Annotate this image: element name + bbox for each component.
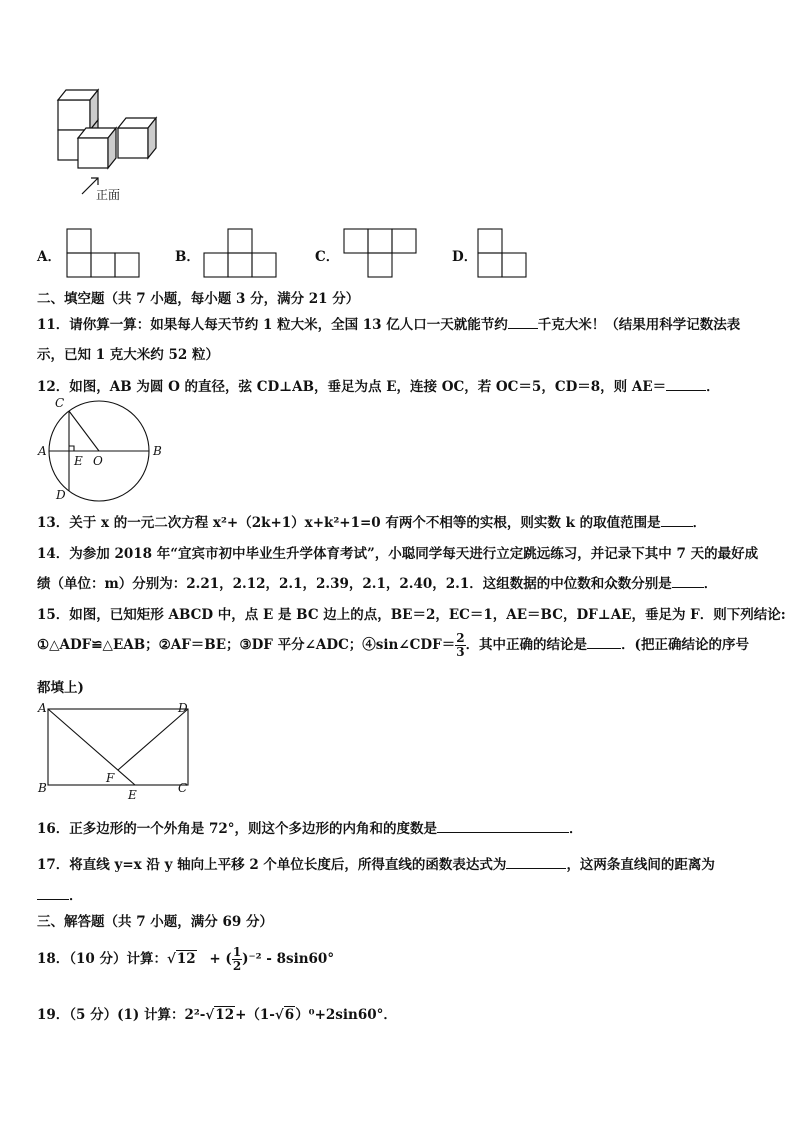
q15-answer-blank[interactable] xyxy=(587,636,621,649)
q15-label-d: D xyxy=(178,701,188,715)
q15-label-a: A xyxy=(38,701,47,715)
q15-note: ．(把正确结论的序号 xyxy=(621,637,749,653)
option-d-letter: D． xyxy=(452,249,478,265)
q14-question: 绩（单位：m）分别为：2.21，2.12，2.1，2.39，2.1，2.40，2.1．这组数据的中位数和众数分别是 xyxy=(37,576,672,592)
option-d-figure xyxy=(477,228,529,278)
q16-end: ． xyxy=(569,821,583,837)
q13-text xyxy=(37,511,706,531)
q17-question-b: ，这两条直线间的距离为 xyxy=(566,857,715,873)
q18-fraction: $\frac{1}{2}$ xyxy=(232,945,242,973)
q15-line-3: 都填上) xyxy=(37,680,84,696)
q15-label-e: E xyxy=(128,788,137,802)
q19-sqrt-arg-1: 12 xyxy=(215,1007,235,1023)
option-c-figure xyxy=(343,228,418,278)
q12-circle-figure xyxy=(36,395,166,505)
option-a-letter: A． xyxy=(37,249,61,265)
q18-sqrt-arg: 12 xyxy=(176,951,196,967)
q19-mid: +（1- xyxy=(235,1007,275,1023)
q15-label-b: B xyxy=(38,781,47,795)
q12-text xyxy=(37,375,720,395)
q12-end: ． xyxy=(706,379,720,395)
q17-line-2 xyxy=(37,884,83,904)
q12-label-a: A xyxy=(38,444,47,458)
q11-line-1 xyxy=(37,313,740,333)
option-b-figure xyxy=(203,228,278,278)
option-b-letter: B． xyxy=(175,249,200,265)
q18-plus: + ( xyxy=(209,951,232,967)
q19-sqrt-arg-2: 6 xyxy=(284,1007,295,1023)
q18-prefix: 18．（10 分）计算： xyxy=(37,951,168,967)
q12-label-c: C xyxy=(55,396,65,410)
q12-question: 12．如图，AB 为圆 O 的直径，弦 CD⊥AB，垂足为点 E，连接 OC，若 OC＝5，CD＝8，则 AE＝ xyxy=(37,379,667,395)
front-view-label: 正面 xyxy=(96,188,121,202)
q17-end: ． xyxy=(69,888,83,904)
q12-label-b: B xyxy=(153,444,162,458)
q14-line-1: 14．为参加 2018 年“宜宾市初中毕业生升学体育考试”，小聪同学每天进行立定跳远练习，并记录下其中 7 天的最好成 xyxy=(37,546,759,562)
q19-prefix: 19．（5 分）(1) 计算：2²- xyxy=(37,1007,206,1023)
q13-end: ． xyxy=(692,515,707,531)
q14-end: ． xyxy=(703,576,718,592)
q18-rest: )⁻² - 8sin60° xyxy=(242,951,335,967)
q11-text-a: 11．请你算一算：如果每人每天节约 1 粒大米，全国 13 亿人口一天就能节约 xyxy=(37,317,508,333)
q12-label-e: E xyxy=(74,454,83,468)
q17-line-1 xyxy=(37,853,715,873)
q15-line-2 xyxy=(37,632,749,659)
option-c-letter: C． xyxy=(315,249,340,265)
q16-text xyxy=(37,817,583,837)
q11-text-b: 千克大米！（结果用科学记数法表 xyxy=(537,317,741,333)
q12-answer-blank[interactable] xyxy=(666,378,706,391)
q15-question: ．其中正确的结论是 xyxy=(465,637,588,653)
q19-rest: ）⁰+2sin60°． xyxy=(295,1007,397,1023)
q11-line-2: 示，已知 1 克大米约 52 粒） xyxy=(37,347,219,363)
q15-label-c: C xyxy=(178,781,188,795)
q19-sqrt-sign-2: √ xyxy=(274,1007,284,1023)
option-a-figure xyxy=(66,228,141,278)
q18-line xyxy=(37,944,334,974)
q15-line-1: 15．如图，已知矩形 ABCD 中，点 E 是 BC 边上的点，BE＝2，EC＝1，AE＝BC，DF⊥AE，垂足为 F．则下列结论: xyxy=(37,607,786,623)
q12-label-d: D xyxy=(56,488,66,502)
q11-answer-blank[interactable] xyxy=(508,316,538,329)
q17-answer-blank-2[interactable] xyxy=(37,887,69,900)
q18-sqrt-sign: √ xyxy=(167,951,176,967)
q16-question: 16．正多边形的一个外角是 72°，则这个多边形的内角和的度数是 xyxy=(37,821,438,837)
q19-sqrt-sign-1: √ xyxy=(205,1007,215,1023)
section-2-title: 二、填空题（共 7 小题，每小题 3 分，满分 21 分） xyxy=(37,291,360,307)
q17-question-a: 17．将直线 y=x 沿 y 轴向上平移 2 个单位长度后，所得直线的函数表达式为 xyxy=(37,857,507,873)
q15-label-f: F xyxy=(106,771,115,785)
q16-answer-blank[interactable] xyxy=(437,820,569,833)
q12-label-o: O xyxy=(93,454,103,468)
q13-answer-blank[interactable] xyxy=(661,514,693,527)
q13-question: 13．关于 x 的一元二次方程 x²+（2k+1）x+k²+1=0 有两个不相等的实根，则实数 k 的取值范围是 xyxy=(37,515,661,531)
section-3-title: 三、解答题（共 7 小题，满分 69 分） xyxy=(37,914,273,930)
q19-line xyxy=(37,1003,397,1023)
q14-answer-blank[interactable] xyxy=(672,575,704,588)
q14-line-2 xyxy=(37,572,717,592)
q15-fraction: $\frac{2}{3}$ xyxy=(456,631,465,659)
q15-rectangle-figure xyxy=(36,700,196,802)
q15-conclusions: ①△ADF≌△EAB；②AF＝BE；③DF 平分∠ADC；④sin∠CDF＝ xyxy=(37,637,456,653)
q17-answer-blank-1[interactable] xyxy=(506,856,566,869)
